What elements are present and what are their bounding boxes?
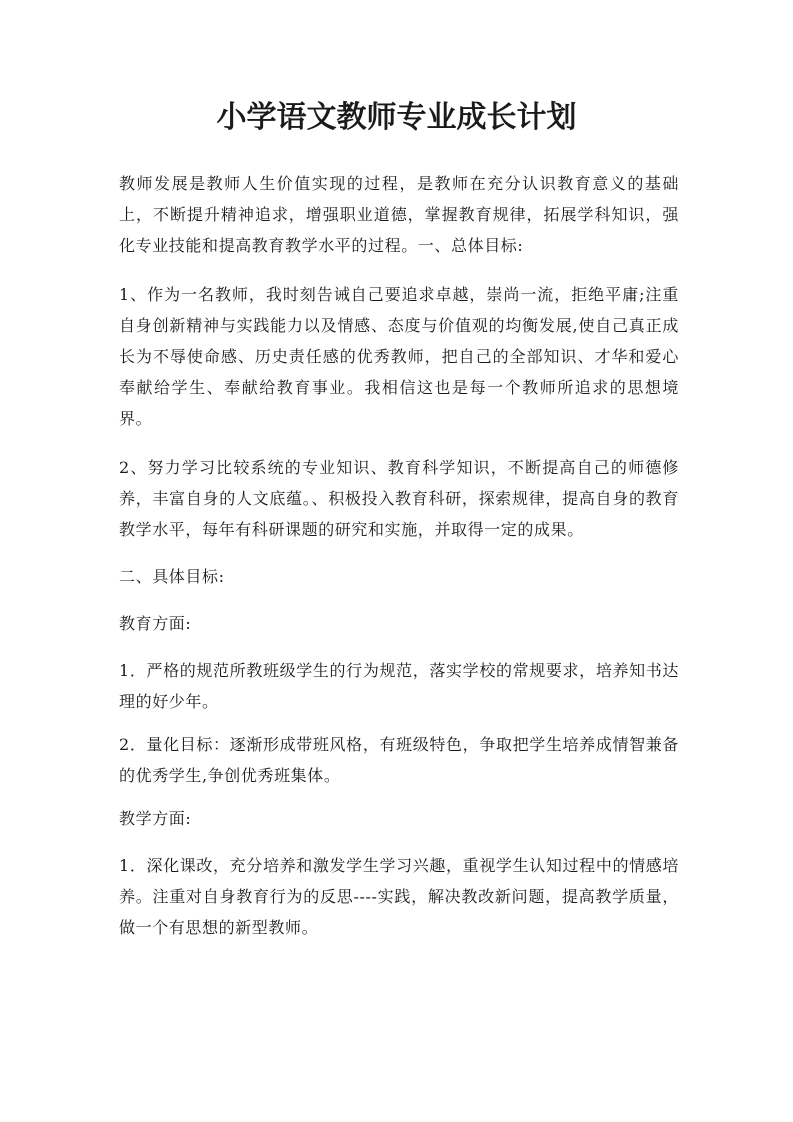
paragraph-goal-2: 2、努力学习比较系统的专业知识、教育科学知识，不断提高自己的师德修养，丰富自身的人文底蕴。、积极投入教育科研，探索规律，提高自身的教育教学水平，每年有科研课题的研究和实施，并取得一定的成果。 — [119, 458, 679, 539]
section-heading-specific-goals: 二、具体目标: — [119, 567, 225, 586]
paragraph-goal-1: 1、作为一名教师，我时刻告诫自己要追求卓越，崇尚一流，拒绝平庸;注重自身创新精神与实践能力以及情感、态度与价值观的均衡发展,使自己真正成长为不辱使命感、历史责任感的优秀教师，把自己的全部知识、才华和爱心奉献给学生、奉献给教育事业。我相信这也是每一个教师所追求的思想境界。 — [119, 285, 679, 428]
paragraph-education-1: 1．严格的规范所教班级学生的行为规范，落实学校的常规要求，培养知书达理的好少年。 — [119, 661, 679, 711]
subheading-teaching: 教学方面: — [119, 809, 192, 828]
paragraph-education-2: 2．量化目标：逐渐形成带班风格，有班级特色，争取把学生培养成情智兼备的优秀学生,争创优秀班集体。 — [119, 735, 679, 785]
paragraph-intro: 教师发展是教师人生价值实现的过程，是教师在充分认识教育意义的基础上，不断提升精神追求，增强职业道德，掌握教育规律，拓展学科知识，强化专业技能和提高教育教学水平的过程。一、总体目标: — [119, 174, 679, 255]
document-body — [119, 168, 679, 955]
document-title: 小学语文教师专业成长计划 — [216, 100, 577, 135]
subheading-education: 教育方面: — [119, 614, 192, 633]
paragraph-teaching-1: 1．深化课改，充分培养和激发学生学习兴趣，重视学生认知过程中的情感培养。注重对自身教育行为的反思----实践，解决教改新问题，提高教学质量，做一个有思想的新型教师。 — [119, 856, 679, 937]
